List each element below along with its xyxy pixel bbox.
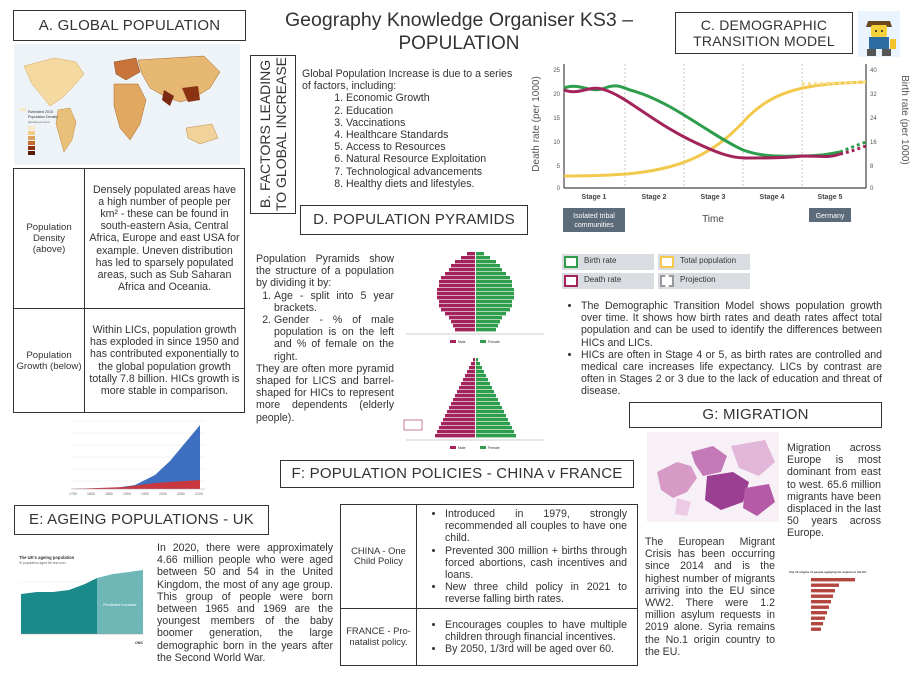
pyramid-bar-female — [476, 418, 508, 421]
pyramid-bar-female — [476, 378, 488, 381]
section-d-title — [300, 205, 528, 235]
pyramid-bar-female — [476, 402, 500, 405]
section-a-table — [13, 168, 245, 413]
growth-tick: 1900 — [123, 492, 131, 496]
pyramid-bar-female — [476, 300, 512, 303]
pyramid-bar-male — [455, 260, 475, 263]
list-item: • The Demographic Transition Model shows population growth over time. It shows how birth rates and death rates affect total population and can be used to identify the differences between HICs and LICs. — [581, 300, 882, 349]
growth-chart-x-axis — [69, 492, 203, 496]
section-e-title-text: E: AGEING POPULATIONS - UK — [29, 511, 254, 528]
legend-label-projection: Projection — [680, 275, 716, 284]
legend-birth — [562, 254, 654, 270]
dtm-right-axis-label: Birth rate (per 1000) — [899, 75, 910, 165]
asylum-bar — [811, 578, 855, 581]
dtm-x-axis-label: Time — [702, 214, 724, 225]
pyramid-bar-female — [476, 320, 500, 323]
pyramid-bar-female — [476, 280, 512, 283]
pyramid-bar-male — [451, 264, 475, 267]
pyramid-bar-male — [439, 426, 475, 429]
section-b-body — [302, 68, 516, 190]
pyramid-bar-female — [476, 414, 506, 417]
table-row — [14, 309, 245, 413]
pyramid-bar-male — [437, 292, 475, 295]
tick-label: 24 — [870, 116, 877, 122]
dtm-right-ticks — [870, 68, 877, 192]
pyramid-bar-female — [476, 252, 484, 255]
legend-swatch-death — [564, 275, 578, 287]
legend-projection — [658, 273, 750, 289]
pyramid-bar-female — [476, 382, 490, 385]
section-g-text-1: Migration across Europe is most dominant from east to west. 65.6 million migrants have been displaced in the last 50 years across Europe. — [787, 442, 881, 540]
legend-label-total: Total population — [680, 256, 737, 265]
section-c-bullets — [554, 300, 882, 398]
pyramid-bar-male — [441, 276, 475, 279]
pyramid-bar-male — [439, 280, 475, 283]
total-population-line — [564, 82, 866, 176]
list-item: • Prevented 300 million + births through forced abortions, cash incentives and loans. — [445, 545, 627, 582]
pyramid-bar-male — [439, 300, 475, 303]
pyramid-bar-female — [476, 312, 506, 315]
legend-swatch-female — [480, 446, 486, 449]
asylum-bar — [811, 589, 835, 592]
legend-label-birth: Birth rate — [584, 256, 617, 265]
tick-label: 10 — [553, 140, 560, 146]
list-item: • Introduced in 1979, strongly recommended all couples to have one child. — [445, 508, 627, 545]
list-item: 2. Education — [346, 105, 516, 117]
list-item: 7. Technological advancements — [346, 166, 516, 178]
tick-label: 25 — [553, 68, 560, 74]
section-d-title-text: D. POPULATION PYRAMIDS — [313, 211, 515, 228]
pyramid-bar-male — [435, 434, 475, 437]
tick-label: 32 — [870, 92, 877, 98]
section-f-table — [340, 504, 638, 666]
list-item: 1. Age - split into 5 year brackets. — [274, 290, 394, 314]
asylum-bar — [811, 600, 831, 603]
legend-total — [658, 254, 750, 270]
death-rate-line — [564, 88, 840, 158]
pyramid-bar-female — [476, 304, 512, 307]
pyramid-bar-male — [465, 374, 475, 377]
table-row — [14, 169, 245, 309]
section-f-title — [280, 460, 634, 488]
tick-label: 5 — [556, 164, 560, 170]
legend-label-death: Death rate — [584, 275, 622, 284]
tick-label: 16 — [870, 140, 877, 146]
pyramid-bar-female — [476, 268, 502, 271]
pyramid-bar-female — [476, 260, 496, 263]
section-f-title-text: F: POPULATION POLICIES - CHINA v FRANCE — [291, 465, 623, 482]
policy-label-china: CHINA - One Child Policy — [341, 505, 417, 609]
section-g-text-2: The European Migrant Crisis has been occurring since 2014 and is the highest number of migrants arriving into the EU since WW2. There were 1.2 million asylum requests in 2019 alone. Syria remains the No.1 origin country to the EU. — [645, 536, 775, 658]
pyramid-bar-female — [476, 394, 496, 397]
pyramid-annotation-box — [404, 420, 422, 430]
list-item: • HICs are often in Stage 4 or 5, as birth rates are controlled and medical care increases life expectancy. LICs by contrast are often in Stages 2 or 3 due to the lack of education and threat of disease. — [581, 349, 882, 398]
population-pyramid-lic — [400, 352, 550, 457]
dtm-legend — [562, 254, 752, 290]
pyramid-bar-female — [476, 430, 514, 433]
pyramid-bar-female — [476, 272, 506, 275]
dtm-stage-labels — [582, 194, 843, 201]
section-b-title-text: B. FACTORS LEADING TO GLOBAL INCREASE — [257, 56, 289, 212]
pyramid-bar-male — [445, 272, 475, 275]
pyramid-bar-male — [445, 312, 475, 315]
tick-label: 20 — [553, 92, 560, 98]
growth-tick: 1850 — [105, 492, 113, 496]
pyramid-bar-male — [453, 398, 475, 401]
asylum-chart-title: Top 10 origins of people applying for asylum in the EU — [789, 570, 867, 574]
pyramid-bar-female — [476, 374, 486, 377]
pyramid-bar-male — [437, 288, 475, 291]
pyramid-bar-male — [467, 370, 475, 373]
tick-label: 0 — [870, 186, 874, 192]
pyramid-bar-male — [469, 366, 475, 369]
pyramid-bar-male — [447, 410, 475, 413]
legend-swatch-birth — [564, 256, 578, 268]
policy-china-cell — [417, 505, 638, 609]
pyramid-bar-female — [476, 370, 484, 373]
map-caption-1: Estimated 2015 — [28, 110, 53, 114]
legend-swatch-total — [660, 256, 674, 268]
legend-label-male: Male — [458, 446, 466, 450]
pyramid-bar-female — [476, 434, 516, 437]
pyramid-bar-female — [476, 276, 510, 279]
section-c-title — [675, 12, 853, 54]
tag-stage-1-text-a: Isolated tribal — [573, 213, 615, 220]
ageing-population-chart — [17, 552, 150, 646]
pyramid-bar-male — [443, 418, 475, 421]
pyramid-bar-female — [476, 324, 498, 327]
pyramid-bar-male — [441, 422, 475, 425]
pyramid-bar-male — [467, 252, 475, 255]
growth-tick: 2100 — [195, 492, 203, 496]
pyramid-bar-female — [476, 264, 500, 267]
row-label-density: Population Density (above) — [14, 169, 85, 309]
pyramid-bar-female — [476, 426, 512, 429]
section-e-title — [14, 505, 269, 535]
list-item: • Encourages couples to have multiple children through financial incentives. — [445, 619, 627, 643]
tick-label: 15 — [553, 116, 560, 122]
pyramid-bar-female — [476, 410, 504, 413]
pyramid-bar-male — [457, 390, 475, 393]
pyramid-bar-female — [476, 362, 480, 365]
europe-migration-map — [647, 432, 779, 522]
ageing-chart-title: The UK's ageing population — [19, 555, 75, 560]
pyramid-bar-male — [449, 316, 475, 319]
pyramid-bar-male — [449, 268, 475, 271]
pyramid-bar-female — [476, 284, 512, 287]
list-item: • New three child policy in 2021 to reverse falling birth rates. — [445, 581, 627, 605]
growth-tick: 2000 — [159, 492, 167, 496]
pyramid-bar-female — [476, 308, 510, 311]
pyramid-bar-female — [476, 316, 502, 319]
pyramid-bar-male — [451, 320, 475, 323]
pyramid-bar-female — [476, 390, 494, 393]
pyramid-bar-female — [476, 386, 492, 389]
total-population-projection — [802, 82, 866, 84]
legend-swatch-male — [450, 340, 456, 343]
section-d-body — [256, 253, 394, 424]
row-label-growth: Population Growth (below) — [14, 309, 85, 413]
stage-label: Stage 4 — [759, 194, 785, 201]
section-d-outro: They are often more pyramid shaped for LICS and barrel-shaped for HICs to represent more dependents (elderly people). — [256, 362, 394, 424]
list-item: 4. Healthcare Standards — [346, 129, 516, 141]
section-c-title-text: C. DEMOGRAPHIC TRANSITION MODEL — [693, 17, 835, 49]
pyramid-bar-male — [437, 296, 475, 299]
pyramid-bar-male — [461, 256, 475, 259]
list-item: • By 2050, 1/3rd will be aged over 60. — [445, 643, 627, 655]
pyramid-bar-male — [453, 324, 475, 327]
tag-stage-5-text: Germany — [815, 213, 845, 220]
title-line-1: Geography Knowledge Organiser KS3 – — [285, 9, 633, 31]
asylum-bar — [811, 606, 829, 609]
ageing-chart-subtitle: % population aged 65 and over — [19, 561, 66, 565]
tick-label: 8 — [870, 164, 874, 170]
tick-label: 0 — [556, 186, 560, 192]
hic-growth-area — [71, 480, 200, 489]
pyramid-bar-female — [476, 422, 510, 425]
legend-label-female: Female — [488, 446, 500, 450]
section-g-title — [629, 402, 882, 428]
section-g-title-text: G: MIGRATION — [702, 406, 809, 423]
growth-tick: 1750 — [69, 492, 77, 496]
map-caption-3: persons per km² — [28, 120, 50, 124]
section-e-text: In 2020, there were approximately 4.66 million people who were aged between 50 and 54 in the United Kingdom, the most of any age group. This group of people were born between 1965 and 1969 are the youngest members of the baby boomer generation, the large demographic born in the years after the Second World War. — [157, 542, 333, 664]
legend-swatch-projection — [660, 275, 674, 287]
pyramid-bar-male — [463, 378, 475, 381]
pyramid-bar-male — [459, 386, 475, 389]
pyramid-bar-male — [461, 382, 475, 385]
legend-label-female: Female — [488, 340, 500, 344]
pyramid-bar-female — [476, 366, 482, 369]
legend-swatch-female — [480, 340, 486, 343]
dtm-chart — [530, 60, 910, 236]
ageing-predicted-label: Predicted increase — [103, 602, 137, 607]
pyramid-bar-female — [476, 398, 498, 401]
explorer-figure-icon — [858, 11, 900, 57]
section-d-intro: Population Pyramids show the structure of a population by dividing it by: — [256, 253, 394, 290]
pyramid-bar-male — [471, 362, 475, 365]
pyramid-bar-male — [455, 328, 475, 331]
dtm-left-ticks — [553, 68, 560, 192]
pyramid-bar-male — [445, 414, 475, 417]
section-a-title — [13, 10, 246, 41]
pyramid-bar-male — [451, 402, 475, 405]
population-growth-chart — [55, 413, 210, 499]
pyramid-bar-male — [441, 308, 475, 311]
asylum-bar — [811, 628, 821, 631]
population-pyramid-hic — [400, 246, 550, 351]
section-b-intro: Global Population Increase is due to a series of factors, including: — [302, 68, 513, 93]
pyramid-bar-male — [439, 304, 475, 307]
population-density-map — [14, 44, 240, 165]
asylum-bar — [811, 584, 839, 587]
pyramid-bar-female — [476, 328, 496, 331]
policy-label-france: FRANCE - Pro-natalist policy. — [341, 608, 417, 665]
map-caption-2: Population Density — [28, 115, 58, 119]
pyramid-bar-female — [476, 292, 514, 295]
pyramid-bar-female — [476, 288, 514, 291]
list-item: 1. Economic Growth — [346, 92, 516, 104]
pyramid-bar-female — [476, 256, 490, 259]
stage-label: Stage 1 — [581, 194, 607, 201]
factors-list — [302, 92, 516, 190]
list-item: 2. Gender - % of male population is on the left and % of female on the right. — [274, 314, 394, 363]
asylum-bar — [811, 595, 833, 598]
pyramid-bar-female — [476, 358, 478, 361]
pyramid-bar-male — [449, 406, 475, 409]
row-text-growth: Within LICs, population growth has exploded in since 1950 and has contributed exponentially to the global population growth totally 7.8 billion. HICs growth is more stable in comparison. — [85, 309, 245, 413]
pyramid-bar-female — [476, 296, 514, 299]
tag-stage-1-text-b: communities — [574, 222, 614, 229]
asylum-bar-chart — [787, 568, 883, 638]
policy-france-cell — [417, 608, 638, 665]
growth-tick: 1800 — [87, 492, 95, 496]
list-item: 6. Natural Resource Exploitation — [346, 153, 516, 165]
table-row — [341, 608, 638, 665]
tick-label: 40 — [870, 68, 877, 74]
asylum-bar — [811, 622, 823, 625]
legend-death — [562, 273, 654, 289]
asylum-bar — [811, 617, 825, 620]
title-line-2: POPULATION — [398, 33, 520, 54]
section-b-title — [250, 55, 296, 214]
growth-tick: 2050 — [177, 492, 185, 496]
page-title — [248, 9, 670, 55]
table-row — [341, 505, 638, 609]
section-a-title-text: A. GLOBAL POPULATION — [38, 17, 221, 34]
asylum-bar — [811, 611, 827, 614]
list-item: 3. Vaccinations — [346, 117, 516, 129]
list-item: 8. Healthy diets and lifestyles. — [346, 178, 516, 190]
pyramid-bar-male — [439, 284, 475, 287]
legend-label-male: Male — [458, 340, 466, 344]
list-item: 5. Access to Resources — [346, 141, 516, 153]
pyramid-bar-male — [473, 358, 475, 361]
stage-label: Stage 5 — [817, 194, 843, 201]
row-text-density: Densely populated areas have a high number of people per km² - these can be found in south-eastern Asia, Central Africa, Europe and east USA for example. Uneven distribution has led to sparsely populated areas, such as Sub Saharan Africa and Oceania. — [85, 169, 245, 309]
legend-swatch-male — [450, 446, 456, 449]
pyramid-bar-female — [476, 406, 502, 409]
dtm-left-axis-label: Death rate (per 1000) — [531, 76, 542, 172]
stage-label: Stage 2 — [641, 194, 667, 201]
stage-label: Stage 3 — [700, 194, 726, 201]
pyramid-bar-male — [455, 394, 475, 397]
ageing-chart-source: ONS — [135, 641, 143, 645]
growth-tick: 1950 — [141, 492, 149, 496]
pyramid-bar-male — [437, 430, 475, 433]
